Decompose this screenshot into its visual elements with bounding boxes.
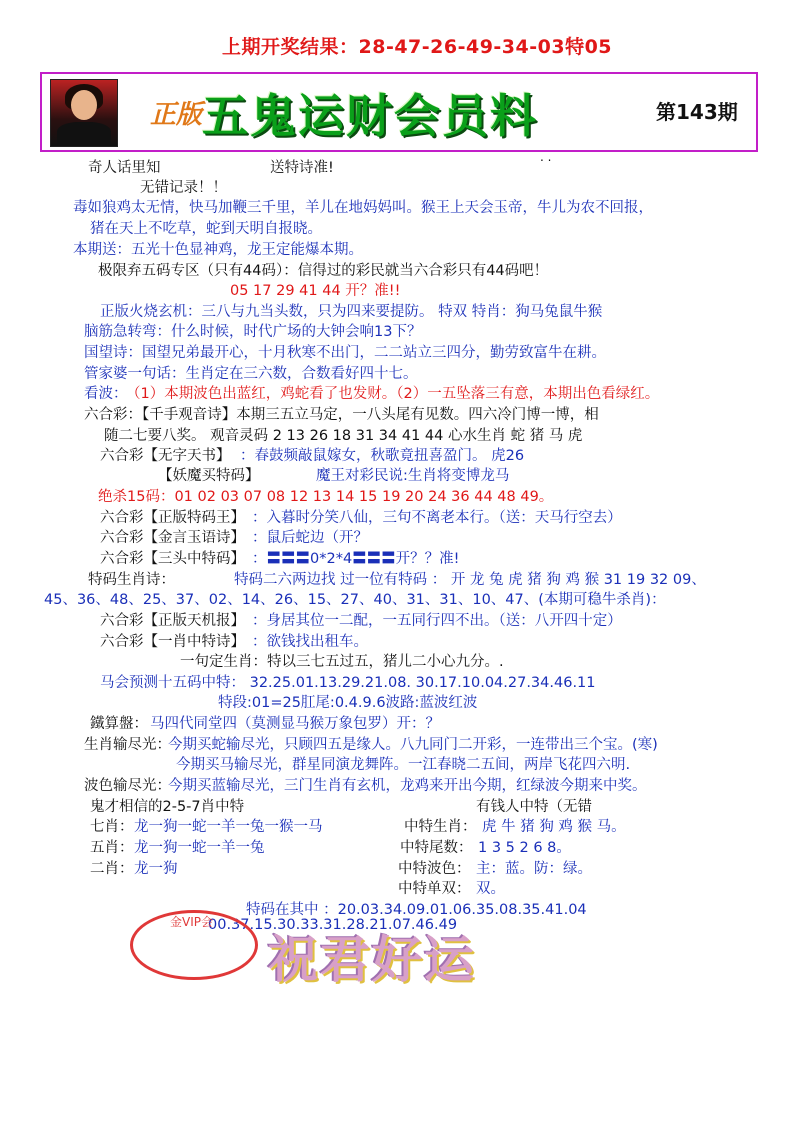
line-14: 随二七要八奖。 观音灵码 2 13 26 18 31 34 41 44 心水生肖 蛇 猪 马 虎 xyxy=(104,428,583,444)
line-29: 今期买蛇输尽光，只顾四五是缘人。八九同门二开彩，一连带出三个宝。(寒) xyxy=(168,737,658,753)
header-banner xyxy=(40,72,758,152)
line-23: ：身居其位一二配，一五同行四不出。（送：八开四十定） xyxy=(252,613,622,629)
line-33: 龙一狗一蛇一羊一兔一猴一马 xyxy=(134,819,323,835)
line-35d: 主：蓝。防：绿。 xyxy=(476,861,592,877)
line-33-label: 七肖： xyxy=(90,819,134,835)
line-13: 六合彩：【千手观音诗】本期三五立马定，一八头尾有见数。四六冷门博一博，相 xyxy=(84,407,599,423)
line-32b: 有钱人中特（无错 xyxy=(476,799,592,815)
line-16-label: 【妖魔买特码】 xyxy=(158,468,260,484)
line-22: 45、36、48、25、37、02、14、26、15、27、40、31、31、10、47、(本期可稳牛杀肖)： xyxy=(44,592,666,608)
line-28-label: 鐵算盤： xyxy=(90,716,148,732)
decor-dots: . . xyxy=(540,150,552,164)
logo-mark: 正版 xyxy=(150,100,203,130)
line-12: （1）本期波色出蓝红，鸡蛇看了也发财。（2）一五坠落三有意，本期出色看绿红。 xyxy=(126,386,660,402)
line-01b: 送特诗准! xyxy=(270,160,334,176)
line-34c: 中特尾数： xyxy=(400,840,473,856)
line-12-label: 看波： xyxy=(84,386,128,402)
line-21: 特码二六两边找 过一位有特码 ： 开 龙 兔 虎 猪 狗 鸡 猴 31 19 32 09、 xyxy=(234,572,706,588)
line-35c: 中特波色： xyxy=(398,861,471,877)
line-10: 国望诗：国望兄弟最开心，十月秋寒不出门，二二站立三四分，勤劳致富牛在耕。 xyxy=(84,345,606,361)
line-35-label: 二肖： xyxy=(90,861,134,877)
line-05: 本期送：五光十色显神鸡，龙王定能爆本期。 xyxy=(73,242,363,258)
line-16: 魔王对彩民说:生肖将变博龙马 xyxy=(316,468,510,484)
vip-seal-text: 金VIP会 xyxy=(170,915,213,929)
line-03: 毒如狼鸡太无情，快马加鞭三千里，羊儿在地妈妈叫。猴王上天会玉帝，牛儿为农不回报， xyxy=(73,200,653,216)
line-30: 今期买马输尽光，群星同演龙舞阵。一江春晓二五间，两岸飞花四六明. xyxy=(176,757,631,773)
line-04: 猪在天上不吃草，蛇到天明自报晓。 xyxy=(90,221,322,237)
line-07: 05 17 29 41 44 开？准!! xyxy=(230,283,401,299)
line-18-label: 六合彩【正版特码王】 xyxy=(100,510,245,526)
line-29-label: 生肖输尽光： xyxy=(84,737,171,753)
line-11: 管家婆一句话：生肖定在三六数，合数看好四十七。 xyxy=(84,366,418,382)
line-33d: 虎 牛 猪 狗 鸡 猴 马。 xyxy=(482,819,626,835)
line-09: 脑筋急转弯：什么时候，时代广场的大钟会响13下？ xyxy=(84,324,422,340)
line-24: ：欲钱找出租车。 xyxy=(252,634,368,650)
line-20-label: 六合彩【三头中特码】 xyxy=(100,551,245,567)
line-31-label: 波色输尽光： xyxy=(84,778,171,794)
line-36d: 双。 xyxy=(476,881,505,897)
line-24-label: 六合彩【一肖中特诗】 xyxy=(100,634,245,650)
line-27: 特段:01=25肛尾:0.4.9.6波路:蓝波红波 xyxy=(218,695,478,711)
page-title: 五鬼运财会员料 xyxy=(202,89,538,143)
line-17: 绝杀15码：01 02 03 07 08 12 13 14 15 19 20 24 36 44 48 49。 xyxy=(98,489,554,505)
line-34d: 1 3 5 2 6 8。 xyxy=(478,840,571,856)
line-06: 极限弃五码专区（只有44码）：信得过的彩民就当六合彩只有44码吧！ xyxy=(98,263,549,279)
line-37: 特码在其中 ：20.03.34.09.01.06.35.08.35.41.04 xyxy=(246,902,587,918)
line-28: 马四代同堂四（莫测显马猴万象包罗）开：？ xyxy=(150,716,440,732)
good-luck-banner: 祝君好运 xyxy=(268,931,476,989)
line-01: 奇人话里知 xyxy=(88,160,161,176)
line-31: 今期买蓝输尽光，三门生肖有玄机，龙鸡来开出今期，红绿波今期来中奖。 xyxy=(168,778,647,794)
line-26: 马会预测十五码中特： 32.25.01.13.29.21.08. 30.17.10.04.27.34.46.11 xyxy=(100,675,596,691)
line-18: ：入暮时分笑八仙，三句不离老本行。（送：天马行空去） xyxy=(252,510,622,526)
issue-number: 第143期 xyxy=(656,100,738,124)
portrait-photo xyxy=(50,79,118,147)
line-34: 龙一狗一蛇一羊一兔 xyxy=(134,840,265,856)
line-15: ：春鼓频敲鼠嫁女，秋歌竟扭喜盈门。 虎26 xyxy=(240,448,525,464)
line-38: 00.37.15.30.33.31.28.21.07.46.49 xyxy=(208,917,458,933)
line-33c: 中特生肖： xyxy=(404,819,477,835)
line-19-label: 六合彩【金言玉语诗】 xyxy=(100,530,245,546)
line-32: 鬼才相信的2-5-7肖中特 xyxy=(90,799,245,815)
line-23-label: 六合彩【正版天机报】 xyxy=(100,613,245,629)
line-25: 一句定生肖：特以三七五过五，猪儿二小心九分。. xyxy=(180,654,504,670)
line-34-label: 五肖： xyxy=(90,840,134,856)
line-36c: 中特单双： xyxy=(398,881,471,897)
line-21-label: 特码生肖诗： xyxy=(88,572,175,588)
line-35: 龙一狗 xyxy=(134,861,178,877)
line-02: 无错记录！！ xyxy=(140,180,227,196)
line-08: 正版火烧玄机：三八与九当头数，只为四来要提防。 特双 特肖：狗马兔鼠牛猴 xyxy=(100,304,603,320)
line-15-label: 六合彩【无字天书】 xyxy=(100,448,231,464)
last-draw-result: 上期开奖结果：28-47-26-49-34-03特05 xyxy=(222,36,613,58)
line-19: ：鼠后蛇边（开？ xyxy=(252,530,368,546)
line-20: ：〓〓〓0*2*4〓〓〓开？？准! xyxy=(252,551,460,567)
